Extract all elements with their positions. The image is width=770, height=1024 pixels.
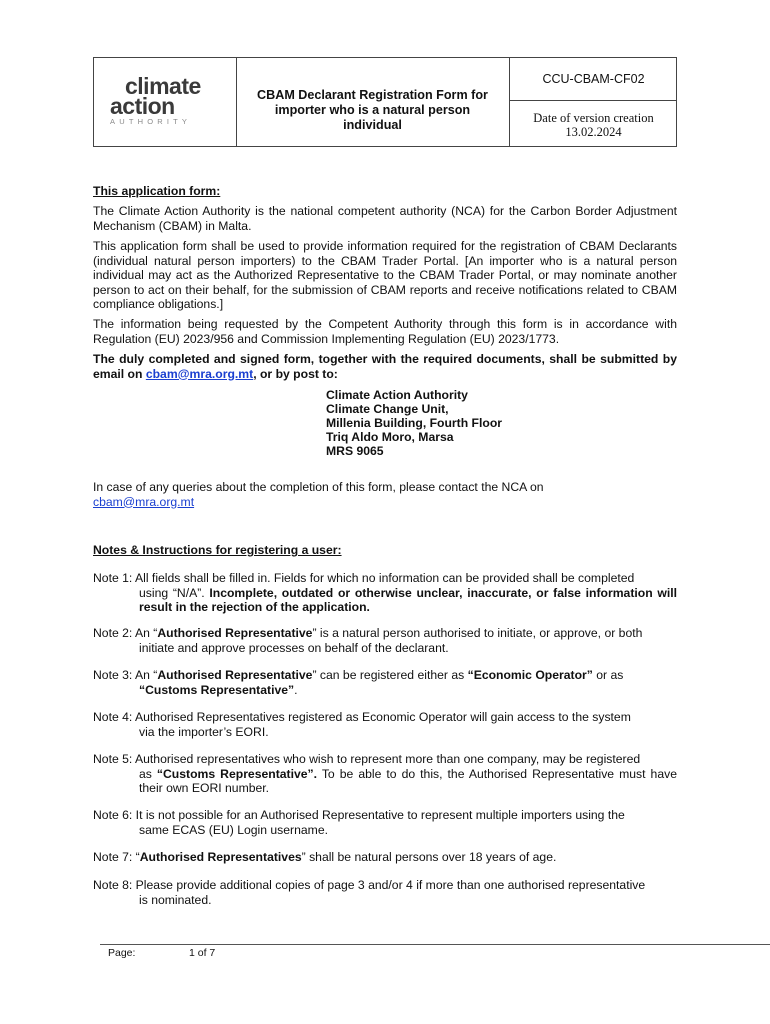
address-line: MRS 9065 — [326, 444, 384, 458]
intro-paragraph: The Climate Action Authority is the national competent authority (NCA) for the Carbon Border Adjustment Mechanism (CBAM) in Malta. — [93, 204, 677, 233]
version-info — [510, 111, 677, 139]
email-link[interactable]: cbam@mra.org.mt — [145, 366, 254, 381]
page-number: 1 of 7 — [189, 947, 216, 959]
form-code: CCU-CBAM-CF02 — [542, 72, 645, 86]
email-link[interactable]: cbam@mra.org.mt — [93, 494, 195, 509]
queries-text: In case of any queries about the completion of this form, please contact the NCA on cbam@mra.org.mt — [93, 480, 544, 509]
note-7: Note 7: “Authorised Representatives” shall be natural persons over 18 years of age. — [93, 850, 557, 864]
note-8: Note 8: Please provide additional copies of page 3 and/or 4 if more than one authorised representative is nominated. — [93, 878, 646, 907]
intro-paragraph: This application form shall be used to provide information required for the registration of CBAM Declarants (individual natural person importers) to the CBAM Trader Portal. [An importer who is a natural person individual may act as the Authorized Representative to the CBAM Trader Portal, or may nominate another person to act on their behalf, for the submission of CBAM reports and receive notifications related to CBAM compliance obligations.] — [93, 239, 677, 311]
address-line: Triq Aldo Moro, Marsa — [326, 430, 454, 444]
section-heading: This application form: — [93, 184, 221, 198]
version-label: Date of version creation — [533, 111, 654, 125]
note-2: Note 2: An “Authorised Representative” is a natural person authorised to initiate, or approve, or both initiate and approve processes on behalf of the declarant. — [93, 626, 643, 655]
header-divider — [509, 100, 677, 101]
intro-paragraph: The information being requested by the Competent Authority through this form is in accordance with Regulation (EU) 2023/956 and Commission Implementing Regulation (EU) 2023/1773. — [93, 317, 677, 346]
version-date: 13.02.2024 — [565, 125, 622, 139]
note-4: Note 4: Authorised Representatives registered as Economic Operator will gain access to the system via the importer’s EORI. — [93, 710, 631, 739]
address-line: Climate Change Unit, — [326, 402, 449, 416]
address-line: Climate Action Authority — [326, 388, 468, 402]
submission-instructions: The duly completed and signed form, together with the required documents, shall be submitted by email on cbam@mra.org.mt, or by post to: — [93, 352, 677, 381]
note-1: Note 1: All fields shall be filled in. Fields for which no information can be provided shall be completed using “N/A”. Incomplete, outdated or otherwise unclear, inaccurate, or false information will result in the rejection of the application. — [93, 571, 678, 614]
note-5: Note 5: Authorised representatives who wish to represent more than one company, may be registered as “Customs Representative”. To be able to do this, the Authorised Representative must have their own EORI number. — [93, 752, 677, 795]
note-6: Note 6: It is not possible for an Authorised Representative to represent multiple importers using the same ECAS (EU) Login username. — [93, 808, 625, 837]
address-line: Millenia Building, Fourth Floor — [326, 416, 503, 430]
form-title: CBAM Declarant Registration Form for importer who is a natural person individual — [257, 88, 488, 132]
footer-rule — [100, 944, 770, 945]
climate-action-authority-logo: climate action AUTHORITY — [110, 73, 201, 126]
postal-address — [326, 388, 502, 458]
note-3: Note 3: An “Authorised Representative” can be registered either as “Economic Operator” or as “Customs Representative”. — [93, 668, 624, 697]
page-label: Page: — [108, 947, 136, 959]
section-heading: Notes & Instructions for registering a user: — [93, 543, 342, 557]
header-divider — [236, 57, 237, 147]
